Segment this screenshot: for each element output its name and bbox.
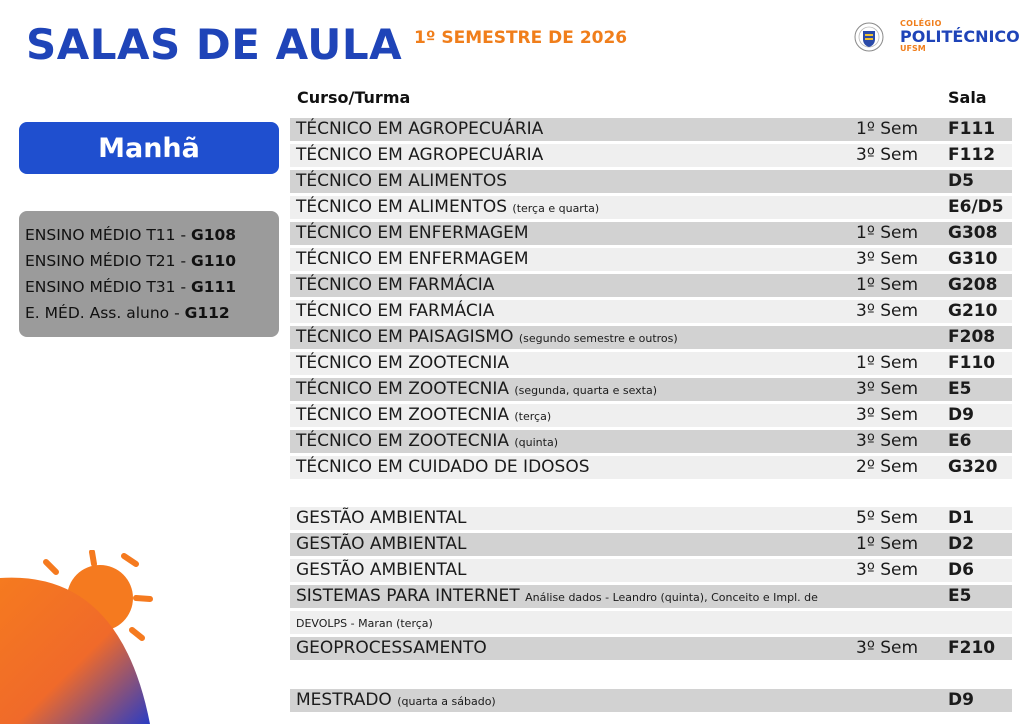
- high-school-item: ENSINO MÉDIO T11 - G108: [25, 226, 237, 244]
- college-logo: [854, 19, 1020, 56]
- table-row: TÉCNICO EM ALIMENTOS (terça e quarta) E6/D5: [290, 196, 1012, 219]
- table-row: TÉCNICO EM CUIDADO DE IDOSOS 2º Sem G320: [290, 456, 1012, 479]
- table-row: TÉCNICO EM ZOOTECNIA (quinta) 3º Sem E6: [290, 430, 1012, 453]
- shift-badge: Manhã: [19, 122, 279, 174]
- table-row: TÉCNICO EM ZOOTECNIA (segunda, quarta e sexta) 3º Sem E5: [290, 378, 1012, 401]
- table-row-continuation: DEVOLPS - Maran (terça): [290, 611, 1012, 634]
- university-seal-icon: [854, 20, 884, 54]
- course-column-header: Curso/Turma: [297, 88, 411, 107]
- page-title: SALAS DE AULA: [26, 20, 403, 69]
- table-row: GEOPROCESSAMENTO 3º Sem F210: [290, 637, 1012, 660]
- table-row: MESTRADO (quarta a sábado) D9: [290, 689, 1012, 712]
- semester-label: 1º SEMESTRE DE 2026: [414, 28, 628, 48]
- high-school-item: ENSINO MÉDIO T31 - G111: [25, 278, 237, 296]
- table-row: TÉCNICO EM ZOOTECNIA (terça) 3º Sem D9: [290, 404, 1012, 427]
- logo-ufsm-text: UFSM: [900, 44, 926, 53]
- sun-icon: [0, 550, 160, 724]
- logo-name-text: POLITÉCNICO: [900, 27, 1020, 46]
- logo-college-text: COLÉGIO: [900, 19, 942, 28]
- high-school-item: E. MÉD. Ass. aluno - G112: [25, 304, 230, 322]
- table-row: SISTEMAS PARA INTERNET Análise dados - Leandro (quinta), Conceito e Impl. de E5: [290, 585, 1012, 608]
- table-row: TÉCNICO EM ALIMENTOS D5: [290, 170, 1012, 193]
- room-column-header: Sala: [948, 88, 987, 107]
- table-row: GESTÃO AMBIENTAL 3º Sem D6: [290, 559, 1012, 582]
- table-row: TÉCNICO EM ZOOTECNIA 1º Sem F110: [290, 352, 1012, 375]
- table-row: TÉCNICO EM ENFERMAGEM 3º Sem G310: [290, 248, 1012, 271]
- table-row: TÉCNICO EM FARMÁCIA 1º Sem G208: [290, 274, 1012, 297]
- high-school-panel: [19, 211, 279, 337]
- table-row: TÉCNICO EM ENFERMAGEM 1º Sem G308: [290, 222, 1012, 245]
- table-row: TÉCNICO EM FARMÁCIA 3º Sem G210: [290, 300, 1012, 323]
- table-row: TÉCNICO EM PAISAGISMO (segundo semestre e outros) F208: [290, 326, 1012, 349]
- table-row: GESTÃO AMBIENTAL 5º Sem D1: [290, 507, 1012, 530]
- table-row: TÉCNICO EM AGROPECUÁRIA 1º Sem F111: [290, 118, 1012, 141]
- table-row: GESTÃO AMBIENTAL 1º Sem D2: [290, 533, 1012, 556]
- table-row: TÉCNICO EM AGROPECUÁRIA 3º Sem F112: [290, 144, 1012, 167]
- high-school-item: ENSINO MÉDIO T21 - G110: [25, 252, 237, 270]
